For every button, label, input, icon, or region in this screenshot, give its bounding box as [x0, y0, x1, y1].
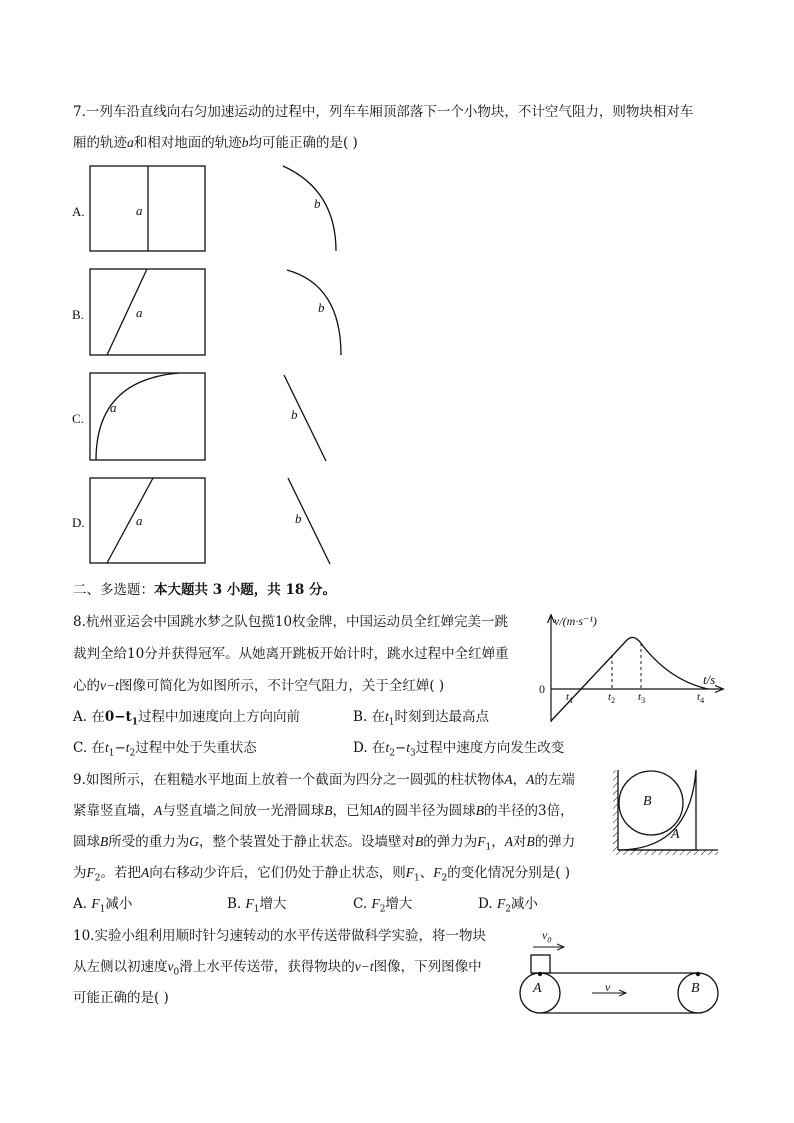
q8-option-b-text: 时刻到达最高点: [394, 709, 490, 725]
q9-var: A: [504, 834, 513, 849]
q9-var: B: [475, 803, 484, 818]
q8-option-c-text: 过程中处于失重状态: [135, 740, 257, 756]
q9-option-a-sub: 1: [99, 904, 106, 915]
q8-var-vt: v−t: [100, 678, 119, 693]
q7-b-label-a: a: [136, 305, 143, 320]
q9-text: 与竖直墙之间放一光滑圆球: [162, 803, 325, 819]
q10-var: v: [167, 959, 174, 974]
q8-option-a-var: 0−t: [104, 709, 132, 725]
q10-var: v−t: [354, 959, 374, 974]
q9-text: 紧靠竖直墙，: [73, 803, 154, 819]
q9-text: 。若把: [100, 865, 141, 881]
q8-text: 图像可简化为如图所示，不计空气阻力，关于全红婵( ): [118, 678, 445, 694]
q8-option-d-text: 过程中速度方向发生改变: [415, 740, 565, 756]
q9-text: 、: [419, 865, 434, 881]
q10-label-b: B: [691, 981, 700, 996]
q8-option-c-var1: t: [104, 740, 109, 755]
q9-var: F: [405, 865, 414, 880]
q9-text: 的弹力: [534, 834, 576, 850]
q9-text: 向右移动少许后，它们仍处于静止状态，则: [149, 865, 406, 881]
q8-graph-xlabel: t/s: [703, 672, 716, 687]
q8-tick-t2-sub: 2: [611, 696, 616, 706]
q9-var: F: [477, 834, 486, 849]
q9-sub: 2: [441, 873, 448, 884]
q7-d-label-b: b: [295, 511, 302, 526]
q10-label-v0: [542, 928, 551, 944]
q9-option-c-sub: 2: [379, 904, 386, 915]
q8-tick-t4-var: t: [697, 691, 701, 703]
q9-option-c-var: F: [371, 896, 380, 911]
q7-option-d-label: D.: [72, 515, 85, 530]
q8-option-b-sub: 1: [388, 717, 395, 728]
q8-tick-t1-var: t: [566, 691, 570, 703]
q8-option-d-prefix: D. 在: [353, 740, 386, 756]
q9-text: ，: [512, 772, 527, 788]
q7-c-label-b: b: [291, 407, 298, 422]
q7-c-label-a: a: [110, 400, 117, 415]
q9-option-b-sub: 1: [253, 904, 260, 915]
q9-var: F: [86, 865, 95, 880]
q9-var: A: [140, 865, 150, 880]
section-2-prefix: 二、多选题：: [73, 582, 154, 598]
q7-var-b: b: [241, 135, 249, 150]
q10-line-3: 可能正确的是( ): [73, 990, 169, 1006]
q9-var: B: [415, 834, 424, 849]
q9-option-a-prefix: A.: [73, 896, 92, 912]
q9-option-b-prefix: B.: [227, 896, 246, 912]
q9-sub: 2: [94, 873, 101, 884]
q7-text: 均可能正确的是( ): [248, 135, 358, 151]
q7-text: 厢的轨迹: [73, 135, 127, 151]
q10-line-1: 10.实验小组利用顺时针匀速转动的水平传送带做科学实验，将一物块: [73, 928, 486, 944]
q9-sub: 1: [413, 873, 420, 884]
q9-var: A: [154, 803, 163, 818]
q9-option-d-text: 减小: [510, 896, 538, 912]
q7-text: 和相对地面的轨迹: [133, 135, 242, 151]
q9-var: F: [433, 865, 442, 880]
q8-tick-t3-var: t: [638, 691, 642, 703]
q8-text: 心的: [73, 678, 100, 694]
q9-option-d-sub: 2: [505, 904, 511, 915]
q10-label-v: v: [605, 980, 611, 994]
q9-label-a: A: [671, 827, 680, 842]
q9-text: 所受的重力为: [108, 834, 190, 850]
q10-block: [531, 955, 550, 973]
q7-a-label-a: a: [136, 203, 143, 218]
q8-option-b-var: t: [385, 709, 389, 724]
section-2-title: 本大题共 3 小题，共 18 分。: [154, 582, 336, 598]
q7-var-a: a: [127, 135, 134, 150]
q9-option-a-var: F: [91, 896, 100, 911]
q7-option-b-label: B.: [72, 307, 84, 322]
q8-tick-t4-sub: 4: [700, 696, 705, 706]
q9-text: 的变化情况分别是( ): [447, 865, 571, 881]
q7-a-label-b: b: [314, 196, 321, 211]
q8-option-c-sub2: 2: [129, 748, 136, 759]
q9-text: 对: [512, 834, 527, 850]
q9-option-a-text: 减小: [105, 896, 133, 912]
q9-text: ，已知: [332, 803, 373, 819]
q8-option-c-prefix: C. 在: [73, 740, 105, 756]
q8-option-d-var1: t: [385, 740, 390, 755]
q9-var: A: [373, 803, 382, 818]
q10-text: 图像，下列图像中: [373, 959, 482, 975]
q9-var: G: [189, 834, 199, 849]
q7-b-label-b: b: [318, 300, 325, 315]
q9-var: B: [324, 803, 333, 818]
q7-option-a-label: A.: [72, 204, 85, 219]
q9-sub: 1: [485, 842, 492, 853]
q9-option-d-var: F: [496, 896, 506, 911]
q8-tick-t2-var: t: [608, 691, 612, 703]
q9-option-b-text: 增大: [259, 896, 287, 912]
q8-option-a-text: 过程中加速度向上方向向前: [138, 709, 301, 725]
q9-option-c-text: 增大: [385, 896, 413, 912]
q9-label-b: B: [643, 794, 652, 809]
q8-option-d-sub2: 3: [410, 748, 416, 759]
q9-text: 的弹力为: [423, 834, 478, 850]
q8-option-c-var2: t: [125, 740, 130, 755]
q9-var: B: [100, 834, 109, 849]
q8-tick-t3-sub: 3: [641, 696, 646, 706]
q9-option-c-prefix: C.: [353, 896, 372, 912]
q9-var: A: [504, 772, 513, 787]
q8-option-d-sub1: 2: [389, 748, 395, 759]
q10-text: 从左侧以初速度: [73, 959, 168, 975]
q8-tick-t1-sub: 1: [569, 696, 574, 706]
q9-text: 的左端: [534, 772, 575, 788]
q7-option-c-label: C.: [72, 411, 84, 426]
q8-option-c-sub1: 1: [108, 748, 115, 759]
q9-text: ，整个装置处于静止状态。设墙壁对: [199, 834, 415, 850]
q8-line-1: 8.杭州亚运会中国跳水梦之队包揽10枚金牌，中国运动员全红婵完美一跳: [73, 614, 509, 630]
q10-label-v0-sub: 0: [547, 935, 552, 945]
q10-label-a: A: [533, 981, 542, 996]
q9-option-d-prefix: D.: [478, 896, 497, 912]
q8-graph-origin: 0: [539, 682, 545, 696]
q9-var: B: [526, 834, 535, 849]
q8-line-2: 裁判全给10分并获得冠军。从她离开跳板开始计时，跳水过程中全红婵重: [73, 646, 509, 662]
q9-text: 圆球: [73, 834, 100, 850]
q10-text: 滑上水平传送带，获得物块的: [179, 959, 355, 975]
q8-ylabel-text: v/(m·s⁻¹): [554, 614, 597, 628]
q9-text: 9.如图所示，在粗糙水平地面上放着一个截面为四分之一圆弧的柱状物体: [73, 772, 505, 788]
q8-option-a-sub: 1: [131, 717, 139, 728]
q7-d-label-a: a: [136, 513, 143, 528]
q9-text: 的圆半径为圆球: [381, 803, 476, 819]
q9-var: A: [526, 772, 535, 787]
q9-option-b-var: F: [245, 896, 254, 911]
q9-text: 的半径的3倍，: [484, 803, 574, 819]
q7-line-1: 7.一列车沿直线向右匀加速运动的过程中，列车车厢顶部落下一个小物块，不计空气阻力，则物块相对车: [73, 104, 694, 120]
q9-text: 为: [73, 865, 87, 881]
q8-option-c-dash: −: [114, 740, 126, 756]
q8-option-b-prefix: B. 在: [353, 709, 386, 725]
q10-sub: 0: [173, 967, 180, 978]
q9-text: ，: [491, 834, 505, 850]
q8-option-d-var2: t: [406, 740, 411, 755]
q8-option-a-prefix: A. 在: [73, 709, 105, 725]
q8-option-d-dash: −: [394, 740, 407, 756]
q10-label-v0-var: v: [542, 928, 548, 942]
